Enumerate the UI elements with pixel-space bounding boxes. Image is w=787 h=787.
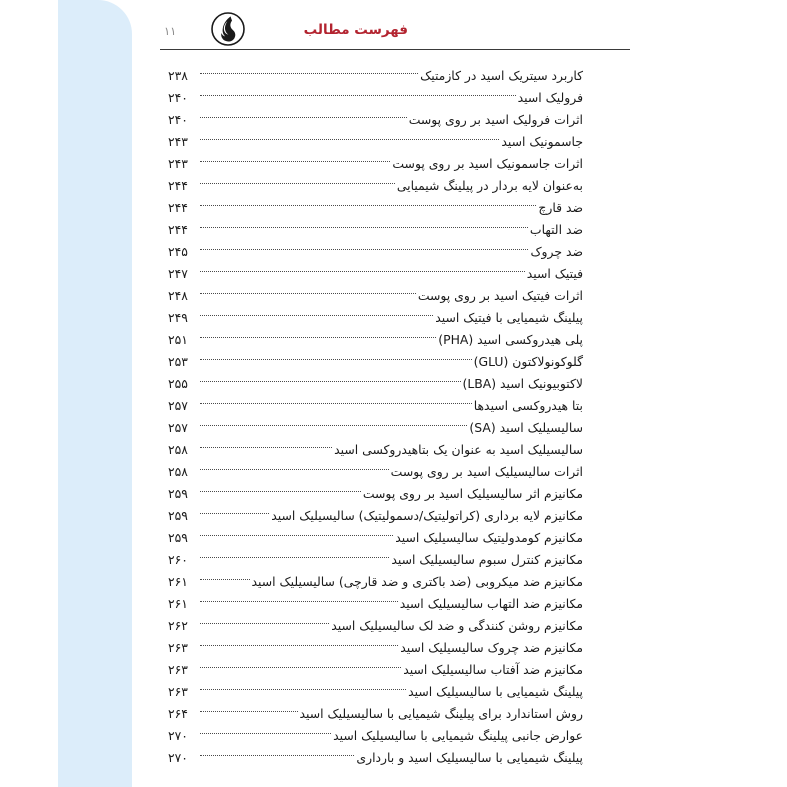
- toc-entry-title: اثرات جاسمونیک اسید بر روی پوست: [392, 156, 583, 171]
- toc-entry-title: اثرات سالیسیلیک اسید بر روی پوست: [390, 464, 583, 479]
- toc-entry-page-number: ۲۴۳: [168, 156, 188, 171]
- toc-leader-dots: [200, 366, 461, 388]
- toc-leader-dots: [200, 212, 528, 234]
- toc-leader-dots: [200, 454, 389, 476]
- toc-entry-page-number: ۲۴۷: [168, 266, 188, 281]
- toc-entry-page-number: ۲۴۰: [168, 90, 188, 105]
- toc-leader-dots: [200, 432, 332, 454]
- publisher-emblem-icon: [210, 11, 246, 47]
- toc-entry[interactable]: [168, 278, 583, 303]
- toc-entry-page-number: ۲۵۹: [168, 486, 188, 501]
- toc-leader-dots: [200, 520, 393, 542]
- table-of-contents: [168, 58, 583, 765]
- toc-entry-title: مکانیزم کنترل سبوم سالیسیلیک اسید: [391, 552, 583, 567]
- toc-leader-dots: [200, 58, 418, 80]
- toc-entry-title: مکانیزم ضد آفتاب سالیسیلیک اسید: [403, 662, 583, 677]
- toc-leader-dots: [200, 608, 329, 630]
- toc-entry-title: مکانیزم لایه برداری (کراتولیتیک/دسمولیتیک) سالیسیلیک اسید: [271, 508, 583, 523]
- decorative-side-band: [58, 0, 132, 787]
- toc-entry-page-number: ۲۵۷: [168, 420, 188, 435]
- toc-entry-page-number: ۲۵۱: [168, 332, 188, 347]
- toc-leader-dots: [200, 80, 516, 102]
- toc-entry-title: مکانیزم روشن کنندگی و ضد لک سالیسیلیک اسید: [331, 618, 583, 633]
- toc-entry-page-number: ۲۴۹: [168, 310, 188, 325]
- toc-entry-page-number: ۲۵۵: [168, 376, 188, 391]
- toc-entry[interactable]: [168, 234, 583, 259]
- toc-entry-title: بتا هیدروکسی اسیدها: [473, 398, 583, 413]
- toc-entry-page-number: ۲۵۸: [168, 464, 188, 479]
- toc-entry-page-number: ۲۴۴: [168, 200, 188, 215]
- toc-entry-page-number: ۲۵۸: [168, 442, 188, 457]
- toc-entry-title: پلی هیدروکسی اسید (PHA): [438, 332, 583, 347]
- toc-entry-title: سالیسیلیک اسید (SA): [469, 420, 583, 435]
- toc-entry-title: به‌عنوان لایه بردار در پیلینگ شیمیایی: [396, 178, 583, 193]
- toc-leader-dots: [200, 740, 354, 762]
- toc-leader-dots: [200, 586, 398, 608]
- toc-entry[interactable]: [168, 212, 583, 237]
- toc-leader-dots: [200, 322, 436, 344]
- toc-entry-title: جاسمونیک اسید: [501, 134, 583, 149]
- toc-entry-page-number: ۲۳۸: [168, 68, 188, 83]
- toc-entry-page-number: ۲۶۴: [168, 706, 188, 721]
- toc-leader-dots: [200, 542, 389, 564]
- toc-leader-dots: [200, 102, 407, 124]
- toc-leader-dots: [200, 256, 525, 278]
- toc-leader-dots: [200, 564, 250, 586]
- toc-entry-title: مکانیزم کومدولیتیک سالیسیلیک اسید: [395, 530, 583, 545]
- toc-leader-dots: [200, 300, 433, 322]
- toc-leader-dots: [200, 410, 467, 432]
- toc-leader-dots: [200, 124, 499, 146]
- toc-entry-title: اثرات فیتیک اسید بر روی پوست: [417, 288, 583, 303]
- toc-entry-page-number: ۲۴۴: [168, 222, 188, 237]
- toc-entry-page-number: ۲۷۰: [168, 728, 188, 743]
- toc-entry-page-number: ۲۶۲: [168, 618, 188, 633]
- toc-leader-dots: [200, 696, 298, 718]
- toc-leader-dots: [200, 498, 269, 520]
- toc-entry-title: فرولیک اسید: [517, 90, 583, 105]
- toc-entry-page-number: ۲۶۱: [168, 596, 188, 611]
- toc-entry-page-number: ۲۴۴: [168, 178, 188, 193]
- toc-entry-page-number: ۲۶۳: [168, 640, 188, 655]
- toc-entry-page-number: ۲۴۳: [168, 134, 188, 149]
- toc-entry-page-number: ۲۵۷: [168, 398, 188, 413]
- toc-entry-page-number: ۲۶۱: [168, 574, 188, 589]
- toc-entry-page-number: ۲۶۳: [168, 662, 188, 677]
- toc-leader-dots: [200, 190, 536, 212]
- toc-leader-dots: [200, 718, 331, 740]
- toc-entry-title: ضد التهاب: [529, 222, 583, 237]
- toc-entry-page-number: ۲۴۸: [168, 288, 188, 303]
- toc-entry[interactable]: [168, 256, 583, 281]
- toc-entry-title: مکانیزم ضد چروک سالیسیلیک اسید: [400, 640, 583, 655]
- toc-leader-dots: [200, 344, 472, 366]
- toc-entry-page-number: ۲۷۰: [168, 750, 188, 765]
- toc-entry-title: سالیسیلیک اسید به عنوان یک بتاهیدروکسی اسید: [334, 442, 583, 457]
- toc-entry-page-number: ۲۴۰: [168, 112, 188, 127]
- toc-entry-title: روش استاندارد برای پیلینگ شیمیایی با سالیسیلیک اسید: [299, 706, 583, 721]
- toc-entry-title: فیتیک اسید: [526, 266, 583, 281]
- toc-entry-page-number: ۲۵۹: [168, 530, 188, 545]
- toc-entry-page-number: ۲۵۹: [168, 508, 188, 523]
- toc-entry-title: پیلینگ شیمیایی با سالیسیلیک اسید و بارداری: [356, 750, 583, 765]
- toc-entry[interactable]: [168, 58, 583, 83]
- toc-leader-dots: [200, 146, 390, 168]
- toc-entry-page-number: ۲۵۳: [168, 354, 188, 369]
- toc-leader-dots: [200, 234, 528, 256]
- toc-leader-dots: [200, 278, 416, 300]
- toc-leader-dots: [200, 168, 395, 190]
- toc-entry-title: گلوکونولاکتون (GLU): [473, 354, 583, 369]
- header-divider: [160, 49, 630, 50]
- toc-entry-title: مکانیزم ضد التهاب سالیسیلیک اسید: [399, 596, 583, 611]
- toc-entry-title: اثرات فرولیک اسید بر روی پوست: [408, 112, 583, 127]
- toc-entry-title: پیلینگ شیمیایی با سالیسیلیک اسید: [408, 684, 583, 699]
- toc-leader-dots: [200, 388, 472, 410]
- toc-entry-page-number: ۲۴۵: [168, 244, 188, 259]
- toc-entry-title: لاکتوبیونیک اسید (LBA): [462, 376, 583, 391]
- toc-entry[interactable]: [168, 190, 583, 215]
- page-number: ۱۱: [164, 24, 177, 38]
- page-title: فهرست مطالب: [303, 22, 408, 38]
- toc-leader-dots: [200, 476, 361, 498]
- toc-leader-dots: [200, 652, 401, 674]
- toc-leader-dots: [200, 674, 406, 696]
- toc-entry-title: عوارض جانبی پیلینگ شیمیایی با سالیسیلیک اسید: [333, 728, 583, 743]
- toc-entry-title: ضد چروک: [530, 244, 583, 259]
- toc-entry-page-number: ۲۶۳: [168, 684, 188, 699]
- toc-entry-title: مکانیزم اثر سالیسیلیک اسید بر روی پوست: [362, 486, 583, 501]
- page-header: [160, 8, 630, 52]
- toc-entry-title: مکانیزم ضد میکروبی (ضد باکتری و ضد قارچی) سالیسیلیک اسید: [251, 574, 583, 589]
- toc-entry-title: پیلینگ شیمیایی با فیتیک اسید: [435, 310, 583, 325]
- toc-entry-title: ضد قارچ: [538, 200, 583, 215]
- toc-leader-dots: [200, 630, 398, 652]
- toc-entry-page-number: ۲۶۰: [168, 552, 188, 567]
- toc-entry-title: کاربرد سیتریک اسید در کازمتیک: [420, 68, 583, 83]
